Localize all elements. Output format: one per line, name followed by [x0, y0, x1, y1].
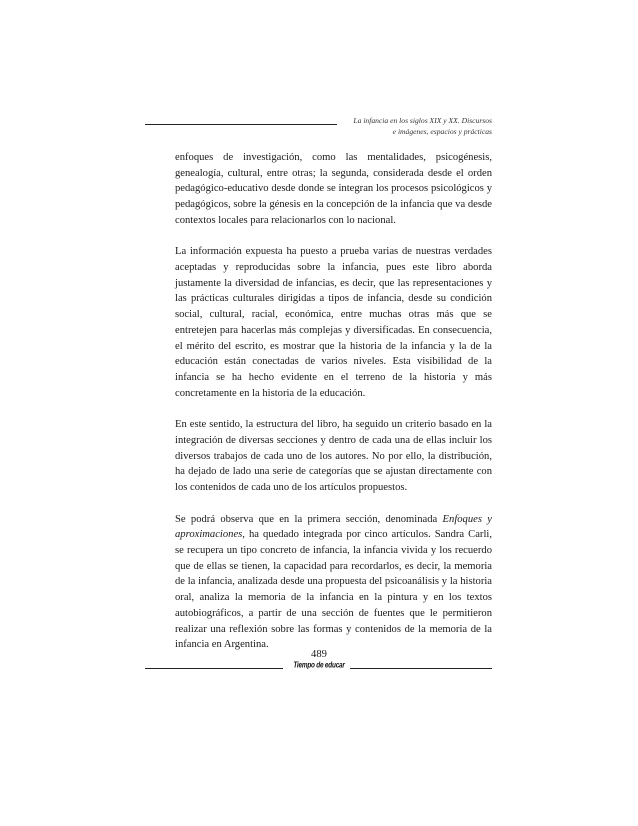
running-header-line-1: La infancia en los siglos XIX y XX. Discursos — [353, 116, 492, 125]
running-header — [340, 116, 492, 137]
paragraph-4 — [175, 512, 492, 653]
journal-logo: Tiempo de educar — [293, 661, 345, 670]
page-number: 489 — [311, 649, 327, 660]
running-header-line-2: e imágenes, espacios y prácticas — [392, 126, 492, 136]
paragraph-1: enfoques de investigación, como las mentalidades, psicogénesis, genealogía, cultural, entre otras; la segunda, considerada desde el orden pedagógico-educativo desde donde se integran los procesos psicológicos y pedagógicos, sobre la génesis en la concepción de la infancia que va desde contextos locales para relacionarlos con lo nacional. — [175, 152, 492, 226]
section-title-emphasis: Enfoques y aproximaciones — [175, 513, 492, 541]
paragraph-4-start: Se podrá observa que en la primera sección, denominada — [175, 513, 443, 525]
paragraph-2: La información expuesta ha puesto a prueba varias de nuestras verdades aceptadas y reproducidas sobre la infancia, pues este libro aborda justamente la diversidad de infancias, es decir, que las representaciones y las prácticas culturales dirigidas a tipos de infancia, desde su condición social, cultural, racial, económica, entre muchas otras más que se entretejen para hacerlas más complejas y diversificadas. En consecuencia, el mérito del escrito, es mostrar que la historia de la infancia y la de la educación están conectadas de varios niveles. Esta visibilidad de la infancia se ha hecho evidente en el terreno de la historia y más concretamente en la historia de la educación. — [175, 246, 492, 399]
paragraph-3: En este sentido, la estructura del libro, ha seguido un criterio basado en la integración de diversas secciones y dentro de cada una de ellas incluir los diversos trabajos de cada uno de los autores. No por ello, la distribución, ha dejado de lado una serie de categorías que se ajustan directamente con los contenidos de cada uno de los artículos propuestos. — [175, 419, 492, 494]
footer-rule-right — [350, 668, 492, 669]
footer-rule-left — [145, 668, 283, 669]
body-text — [175, 150, 492, 653]
header-rule-left — [145, 124, 337, 125]
paragraph-4-end: , ha quedado integrada por cinco artículos. Sandra Carli, se recupera un tipo concreto de infancia, la infancia vivida y los recuerdo que de ellas se tienen, la capacidad para recordarlos, es decir, la memoria de la infancia, analizada desde una propuesta del psicoanálisis y la historia oral, analiza la memoria de la infancia en la pintura y en los textos autobiográficos, a partir de una sección de fuentes que le permitieron realizar una reflexión sobre las formas y contenidos de la memoria de la infancia en Argentina. — [175, 529, 492, 651]
